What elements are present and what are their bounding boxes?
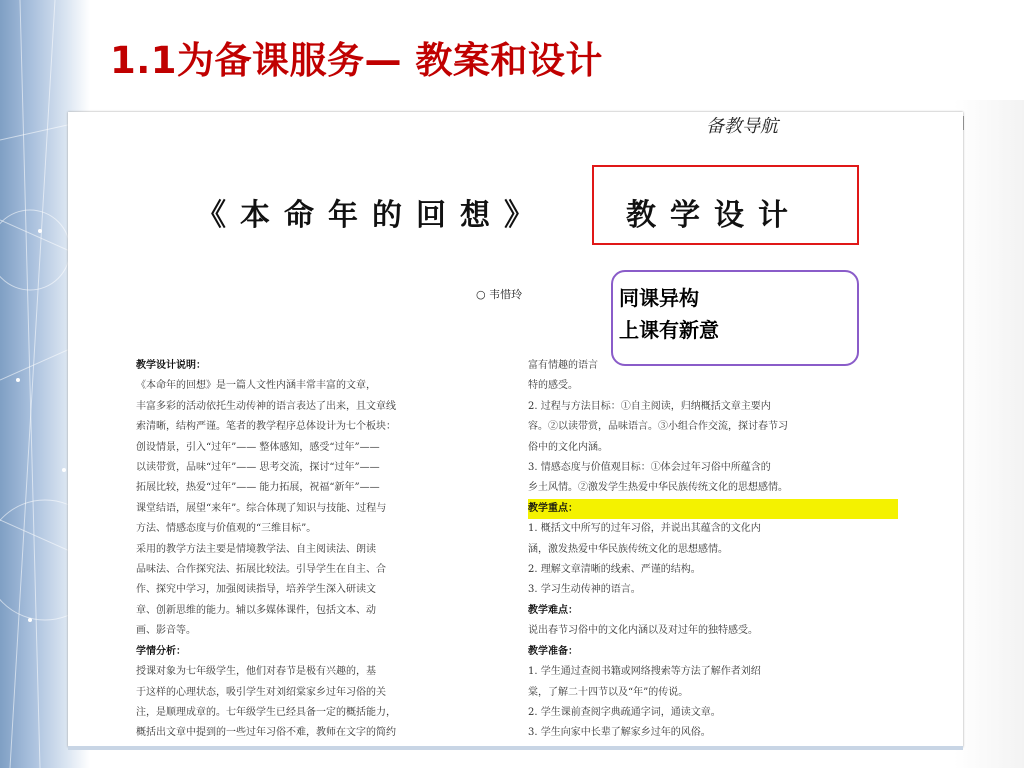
right-line: 乡土风情。②激发学生热爱中华民族传统文化的思想感情。 (528, 482, 788, 494)
left-line: 画、影音等。 (136, 625, 196, 637)
left-line: 品味法、合作探究法、拓展比较法。引导学生在自主、合 (136, 564, 386, 576)
right-line: 棠，了解二十四节以及“年”的传说。 (528, 686, 689, 698)
callout-line-2: 上课有新意 (619, 318, 719, 342)
left-line: 创设情景，引入“过年”—— 整体感知，感受“过年”—— (136, 441, 380, 453)
left-line: 方法、情感态度与价值观的“三维目标”。 (136, 523, 317, 535)
left-line: 拓展比较，热爱“过年”—— 能力拓展，祝福“新年”—— (136, 482, 380, 494)
left-line: 授课对象为七年级学生，他们对春节是极有兴趣的，基 (136, 666, 376, 678)
red-highlight-box (592, 165, 859, 245)
right-line: 3. 情感态度与价值观目标：①体会过年习俗中所蕴含的 (528, 462, 771, 474)
right-line: 教学重点： (528, 499, 898, 519)
left-line: 《本命年的回想》是一篇人文性内涵丰常丰富的文章， (136, 380, 376, 392)
right-line: 俗中的文化内涵。 (528, 441, 608, 453)
callout-line-1: 同课异构 (619, 286, 699, 310)
document-title-right: 教学设计 (626, 198, 802, 233)
right-line: 3. 学习生动传神的语言。 (528, 584, 641, 596)
left-line: 课堂结语，展望“来年”。综合体现了知识与技能、过程与 (136, 502, 387, 514)
right-column (528, 356, 898, 744)
right-line: 1. 学生通过查阅书籍或网络搜索等方法了解作者刘绍 (528, 666, 761, 678)
background-right-fade (954, 100, 1024, 768)
document-scan (68, 112, 963, 747)
bottom-strip (68, 746, 963, 750)
left-line: 作、探究中学习，加强阅读指导，培养学生深入研读文 (136, 584, 376, 596)
right-line: 富有情趣的语言 (528, 360, 598, 371)
left-column (136, 356, 506, 744)
right-line: 教学准备： (528, 645, 578, 657)
document-title-left: 《本命年的回想》 (196, 198, 548, 233)
left-line: 概括出文章中提到的一些过年习俗不难，教师在文字的简约 (136, 727, 396, 739)
right-line: 1. 概括文中所写的过年习俗，并说出其蕴含的文化内 (528, 523, 761, 535)
right-line: 教学难点： (528, 604, 578, 616)
left-line: 注，是顺理成章的。七年级学生已经具备一定的概括能力， (136, 706, 396, 718)
right-line: 说出春节习俗中的文化内涵以及对过年的独特感受。 (528, 625, 758, 637)
right-line: 3. 学生向家中长辈了解家乡过年的风俗。 (528, 727, 711, 739)
left-line: 学情分析： (136, 645, 186, 657)
left-line: 于这样的心理状态，吸引学生对刘绍棠家乡过年习俗的关 (136, 686, 386, 698)
left-line: 采用的教学方法主要是情境教学法、自主阅读法、朗读 (136, 543, 376, 555)
left-line: 索清晰，结构严谨。笔者的教学程序总体设计为七个板块： (136, 421, 396, 433)
right-line: 2. 过程与方法目标：①自主阅读，归纳概括文章主要内 (528, 400, 771, 412)
left-line: 章、创新思维的能力。辅以多媒体课件，包括文本、动 (136, 604, 376, 616)
callout-box (611, 270, 859, 366)
right-line: 2. 学生课前查阅字典疏通字词，通读文章。 (528, 706, 721, 718)
left-line: 教学设计说明： (136, 360, 206, 371)
slide-title: 1.1为备课服务— 教案和设计 (110, 39, 603, 82)
left-line: 以读带赏，品味“过年”—— 思考交流，探讨“过年”—— (136, 462, 380, 474)
right-line: 容。②以读带赏，品味语言。③小组合作交流，探讨春节习 (528, 421, 788, 433)
left-line: 丰富多彩的活动依托生动传神的语言表达了出来，且文章线 (136, 400, 396, 412)
right-line: 特的感受。 (528, 380, 578, 392)
right-line: 2. 理解文章清晰的线索、严谨的结构。 (528, 564, 701, 576)
right-line: 涵，激发热爱中华民族传统文化的思想感情。 (528, 543, 728, 555)
brand-label: 备教导航 (706, 116, 778, 137)
author-label: ○ 韦惜玲 (476, 288, 523, 301)
